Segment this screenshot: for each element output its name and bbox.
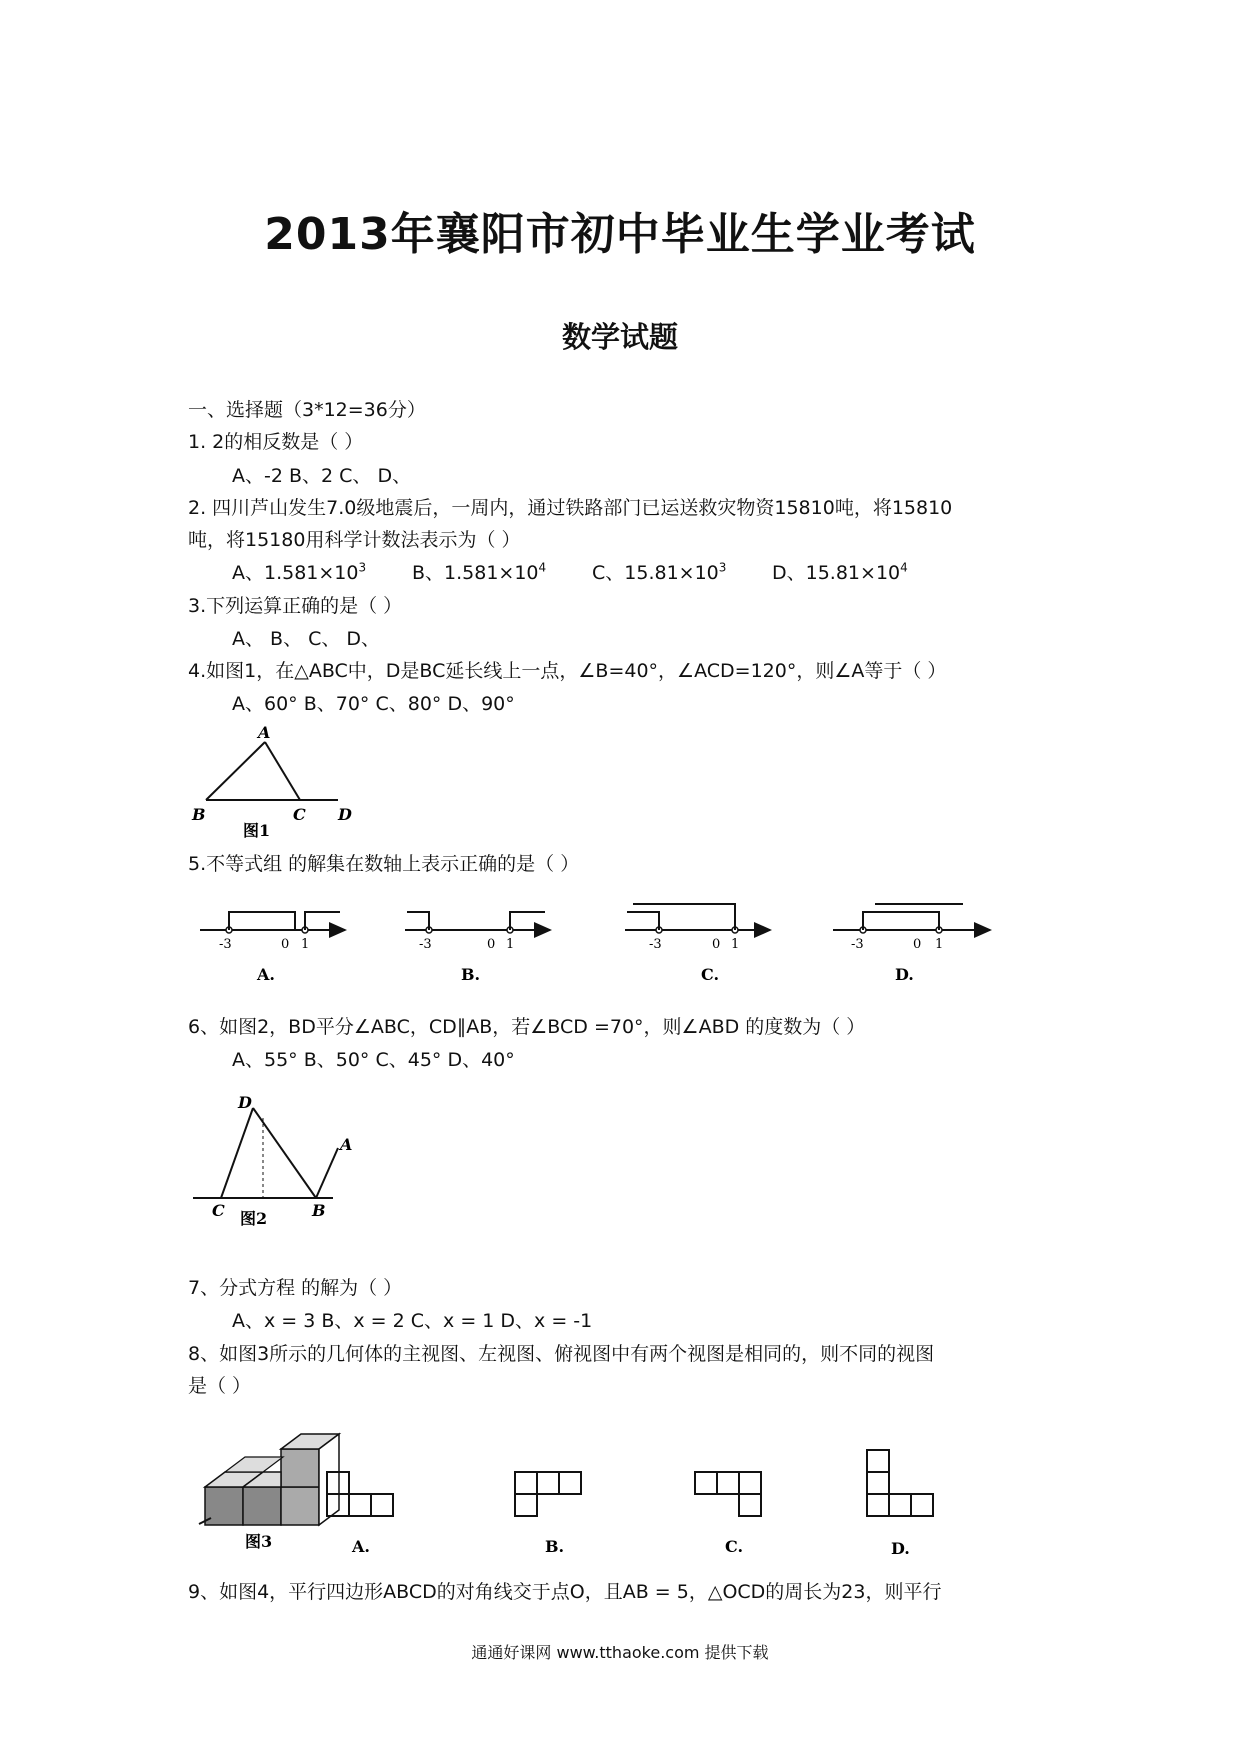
number-line-d (833, 904, 990, 984)
question-2-option-b (412, 561, 546, 585)
question-2-option-c (592, 561, 726, 585)
question-1-options: A、-2 B、2 C、 D、 (232, 465, 412, 487)
view-option-b (515, 1472, 581, 1556)
tick-zero: 0 (281, 937, 290, 952)
tick-one: 1 (506, 937, 515, 952)
question-8-stem-line2: 是（ ） (188, 1375, 252, 1397)
question-1-stem: 1. 2的相反数是（ ） (188, 431, 364, 453)
question-6-options: A、55° B、50° C、45° D、40° (232, 1049, 515, 1071)
figure-3-solid (199, 1434, 339, 1551)
page-subtitle: 数学试题 (561, 320, 678, 354)
section-heading: 一、选择题（3*12=36分） (188, 399, 426, 421)
point-label-c: C (212, 1201, 225, 1220)
question-3-stem: 3.下列运算正确的是（ ） (188, 595, 403, 617)
question-2-option-a (232, 561, 366, 585)
option-label-c: C. (725, 1537, 744, 1556)
point-label-d: D (338, 805, 352, 824)
tick-one: 1 (935, 937, 944, 952)
point-label-b: B (312, 1201, 326, 1220)
option-label-b: B. (461, 965, 481, 984)
tick-neg3: -3 (649, 937, 662, 952)
tick-one: 1 (731, 937, 740, 952)
page-title: 2013年襄阳市初中毕业生学业考试 (264, 209, 976, 260)
question-5-stem: 5.不等式组 的解集在数轴上表示正确的是（ ） (188, 853, 580, 875)
option-exponent: 3 (358, 560, 367, 575)
point-label-a: A (340, 1135, 353, 1154)
option-label-d: D. (891, 1539, 910, 1558)
option-text: A、1.581×10 (232, 562, 359, 584)
option-label-d: D. (895, 965, 914, 984)
tick-neg3: -3 (419, 937, 432, 952)
question-8-stem-line1: 8、如图3所示的几何体的主视图、左视图、俯视图中有两个视图是相同的，则不同的视图 (188, 1343, 935, 1365)
figure-1-triangle (188, 720, 368, 838)
point-label-c: C (293, 805, 306, 824)
option-label-a: A. (257, 965, 275, 984)
tick-zero: 0 (913, 937, 922, 952)
option-text: D、15.81×10 (772, 562, 901, 584)
option-label-b: B. (545, 1537, 565, 1556)
option-label-a: A. (352, 1537, 370, 1556)
question-2-stem-line2: 吨，将15180用科学计数法表示为（ ） (188, 529, 521, 551)
option-exponent: 3 (718, 560, 727, 575)
tick-zero: 0 (712, 937, 721, 952)
tick-neg3: -3 (851, 937, 864, 952)
number-line-b (405, 912, 550, 984)
tick-zero: 0 (487, 937, 496, 952)
view-option-c (695, 1472, 761, 1556)
question-6-stem: 6、如图2，BD平分∠ABC，CD∥AB，若∠BCD =70°，则∠ABD 的度数为（ ） (188, 1016, 866, 1038)
point-label-d: D (238, 1093, 252, 1112)
option-exponent: 4 (900, 560, 908, 575)
number-line-c (625, 904, 770, 984)
question-9-stem: 9、如图4，平行四边形ABCD的对角线交于点O，且AB = 5，△OCD的周长为23，则平行 (188, 1581, 942, 1603)
point-label-b: B (192, 805, 206, 824)
option-text: B、1.581×10 (412, 562, 539, 584)
question-4-options: A、60° B、70° C、80° D、90° (232, 693, 515, 715)
number-line-options (195, 890, 1015, 990)
question-7-options: A、x = 3 B、x = 2 C、x = 1 D、x = -1 (232, 1310, 593, 1332)
question-2-option-d (772, 561, 908, 585)
question-4-stem: 4.如图1，在△ABC中，D是BC延长线上一点，∠B=40°，∠ACD=120°，则∠A等于（ ） (188, 660, 947, 682)
option-exponent: 4 (538, 560, 547, 575)
figure-2 (188, 1088, 368, 1243)
page-footer: 通通好课网 www.tthaoke.com 提供下载 (471, 1643, 769, 1662)
option-text: C、15.81×10 (592, 562, 719, 584)
figure-caption: 图1 (243, 821, 271, 838)
option-label-c: C. (701, 965, 720, 984)
question-7-stem: 7、分式方程 的解为（ ） (188, 1277, 403, 1299)
tick-one: 1 (301, 937, 310, 952)
number-line-a (200, 912, 345, 984)
figure-caption: 图2 (240, 1209, 268, 1228)
question-3-options: A、 B、 C、 D、 (232, 628, 381, 650)
view-option-d (867, 1450, 933, 1558)
point-label-a: A (258, 723, 271, 742)
figure-caption: 图3 (245, 1532, 273, 1551)
question-2-stem-line1: 2. 四川芦山发生7.0级地震后，一周内，通过铁路部门已运送救灾物资15810吨，将15810 (188, 497, 953, 519)
figure-3-views (195, 1432, 1035, 1562)
tick-neg3: -3 (219, 937, 232, 952)
